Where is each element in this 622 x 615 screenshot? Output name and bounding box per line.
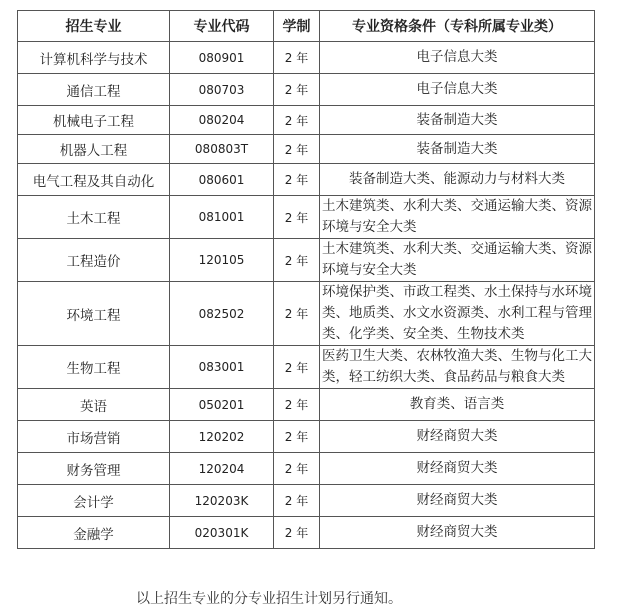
duration-cell: 2 年 [274, 485, 320, 517]
condition-cell: 装备制造大类 [320, 135, 595, 164]
table-row [18, 453, 595, 485]
major-cell: 工程造价 [18, 239, 170, 282]
table-row [18, 239, 595, 282]
condition-cell: 土木建筑类、水利大类、交通运输大类、资源环境与安全大类 [320, 196, 595, 239]
majors-table [17, 10, 595, 549]
major-cell: 计算机科学与技术 [18, 42, 170, 74]
code-cell: 050201 [170, 389, 274, 421]
major-cell: 通信工程 [18, 74, 170, 106]
condition-cell: 财经商贸大类 [320, 453, 595, 485]
footnote: 以上招生专业的分专业招生计划另行通知。 [136, 591, 402, 607]
table-row [18, 106, 595, 135]
table-row [18, 74, 595, 106]
table-body [18, 42, 595, 549]
code-cell: 080803T [170, 135, 274, 164]
major-cell: 市场营销 [18, 421, 170, 453]
header-code: 专业代码 [170, 11, 274, 42]
code-cell: 120202 [170, 421, 274, 453]
code-cell: 120105 [170, 239, 274, 282]
condition-cell: 土木建筑类、水利大类、交通运输大类、资源环境与安全大类 [320, 239, 595, 282]
duration-cell: 2 年 [274, 389, 320, 421]
condition-cell: 财经商贸大类 [320, 517, 595, 549]
header-condition: 专业资格条件（专科所属专业类） [320, 11, 595, 42]
duration-cell: 2 年 [274, 106, 320, 135]
table-row [18, 196, 595, 239]
duration-cell: 2 年 [274, 164, 320, 196]
code-cell: 080901 [170, 42, 274, 74]
condition-cell: 电子信息大类 [320, 74, 595, 106]
table-header-row [18, 11, 595, 42]
duration-cell: 2 年 [274, 453, 320, 485]
table-row [18, 421, 595, 453]
duration-cell: 2 年 [274, 196, 320, 239]
code-cell: 080601 [170, 164, 274, 196]
condition-cell: 教育类、语言类 [320, 389, 595, 421]
condition-cell: 装备制造大类 [320, 106, 595, 135]
condition-cell: 财经商贸大类 [320, 485, 595, 517]
duration-cell: 2 年 [274, 421, 320, 453]
major-cell: 机械电子工程 [18, 106, 170, 135]
table-row [18, 346, 595, 389]
code-cell: 080703 [170, 74, 274, 106]
header-major: 招生专业 [18, 11, 170, 42]
major-cell: 金融学 [18, 517, 170, 549]
table-row [18, 389, 595, 421]
condition-cell: 财经商贸大类 [320, 421, 595, 453]
condition-cell: 医药卫生大类、农林牧渔大类、生物与化工大类，轻工纺织大类、食品药品与粮食大类 [320, 346, 595, 389]
major-cell: 机器人工程 [18, 135, 170, 164]
major-cell: 会计学 [18, 485, 170, 517]
code-cell: 083001 [170, 346, 274, 389]
duration-cell: 2 年 [274, 346, 320, 389]
major-cell: 英语 [18, 389, 170, 421]
duration-cell: 2 年 [274, 239, 320, 282]
major-cell: 土木工程 [18, 196, 170, 239]
condition-cell: 装备制造大类、能源动力与材料大类 [320, 164, 595, 196]
major-cell: 生物工程 [18, 346, 170, 389]
code-cell: 020301K [170, 517, 274, 549]
table-row [18, 282, 595, 346]
table-row [18, 135, 595, 164]
table-row [18, 164, 595, 196]
major-cell: 环境工程 [18, 282, 170, 346]
code-cell: 082502 [170, 282, 274, 346]
code-cell: 080204 [170, 106, 274, 135]
duration-cell: 2 年 [274, 42, 320, 74]
duration-cell: 2 年 [274, 135, 320, 164]
table-row [18, 485, 595, 517]
condition-cell: 电子信息大类 [320, 42, 595, 74]
header-duration: 学制 [274, 11, 320, 42]
major-cell: 财务管理 [18, 453, 170, 485]
code-cell: 120204 [170, 453, 274, 485]
table-row [18, 42, 595, 74]
code-cell: 120203K [170, 485, 274, 517]
table-row [18, 517, 595, 549]
code-cell: 081001 [170, 196, 274, 239]
major-cell: 电气工程及其自动化 [18, 164, 170, 196]
duration-cell: 2 年 [274, 517, 320, 549]
duration-cell: 2 年 [274, 282, 320, 346]
duration-cell: 2 年 [274, 74, 320, 106]
condition-cell: 环境保护类、市政工程类、水土保持与水环境类、地质类、水文水资源类、水利工程与管理类、化学类、安全类、生物技术类 [320, 282, 595, 346]
